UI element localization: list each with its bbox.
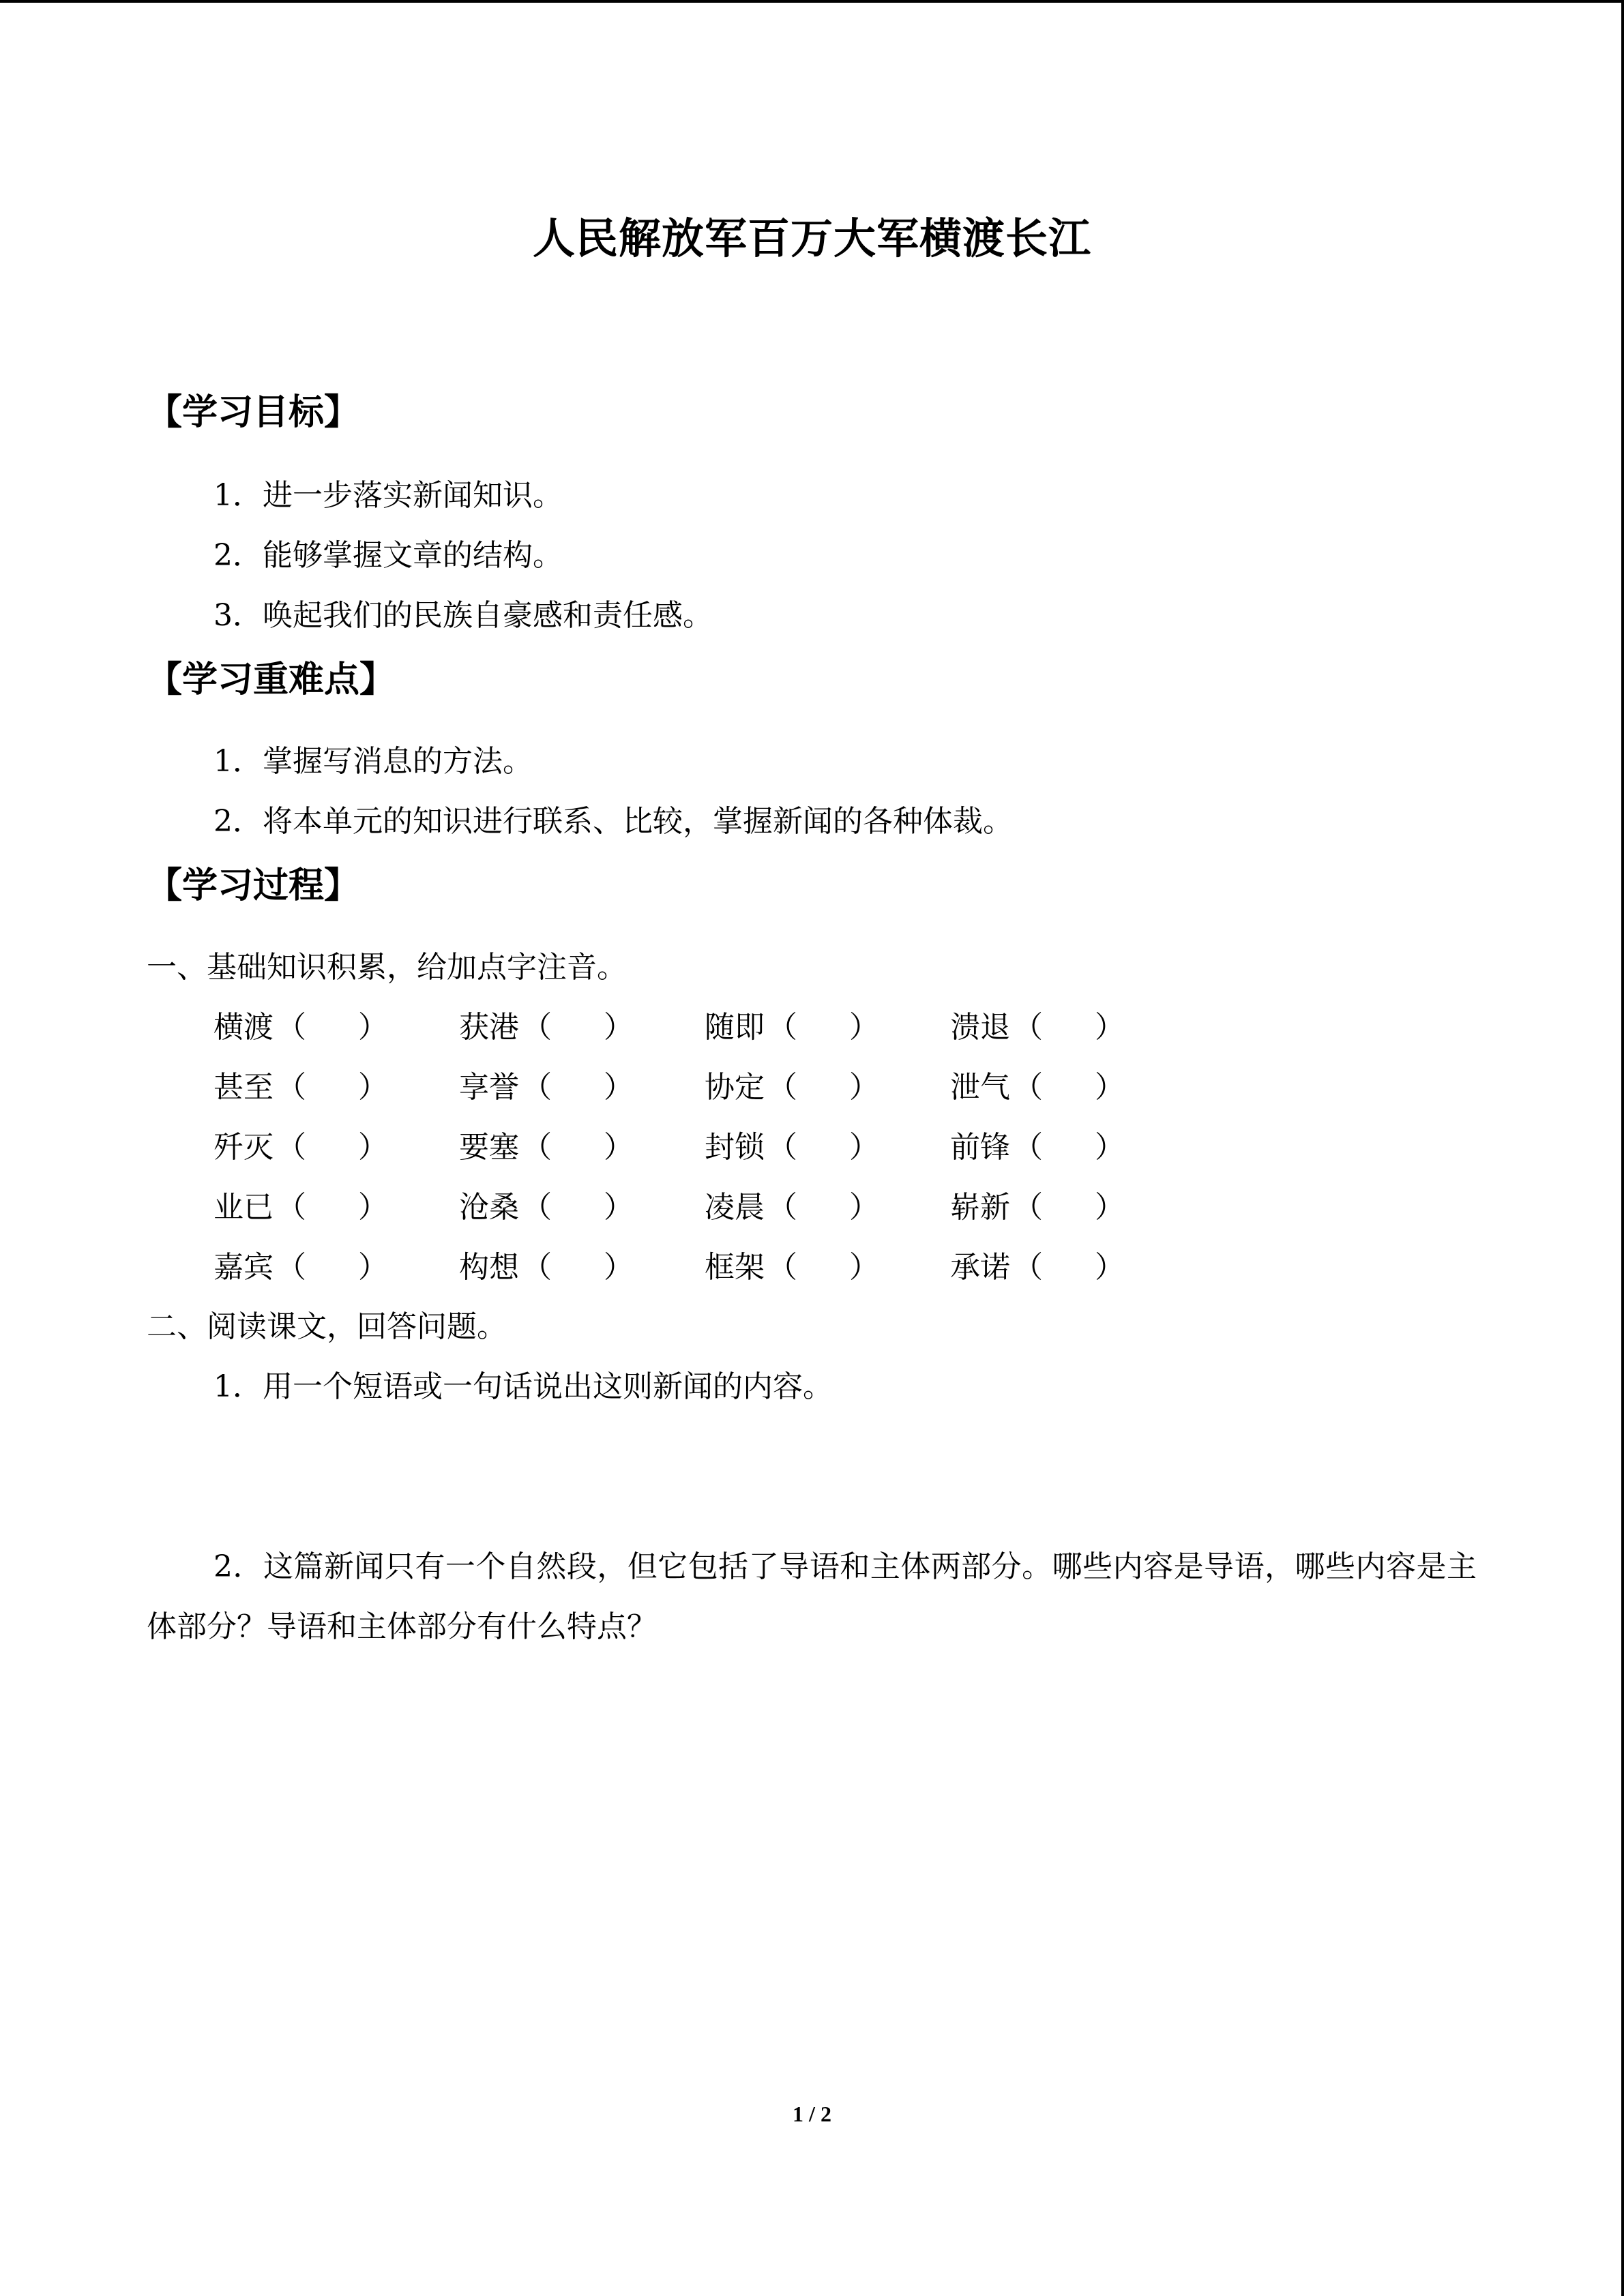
answer-paren-open: （ [1013,1010,1043,1045]
pinyin-row [213,1007,1237,1049]
heading-process: 【学习过程】 [147,865,360,906]
answer-paren-close: ） [1095,1070,1125,1105]
pinyin-word: 前锋 [950,1130,1010,1165]
pinyin-row [213,1067,1237,1109]
answer-paren-open: （ [767,1190,797,1225]
answer-paren-close: ） [849,1130,879,1165]
pinyin-word: 随即 [705,1010,765,1045]
pinyin-item [213,1247,388,1289]
answer-paren-close: ） [849,1070,879,1105]
question-2: 2．这篇新闻只有一个自然段，但它包括了导语和主体两部分。哪些内容是导语，哪些内容是主体部分？导语和主体部分有什么特点？ [147,1549,1477,1644]
answer-paren-open: （ [767,1250,797,1285]
answer-paren-open: （ [767,1010,797,1045]
answer-paren-open: （ [522,1070,552,1105]
answer-paren-close: ） [1095,1010,1125,1045]
key-point-item-1: 1．掌握写消息的方法。 [213,744,533,779]
answer-paren-open: （ [522,1010,552,1045]
pinyin-row [213,1247,1237,1289]
heading-key-points: 【学习重难点】 [147,659,396,700]
pinyin-word: 构想 [459,1250,519,1285]
page-number: 1 / 2 [793,2102,831,2126]
answer-paren-open: （ [276,1010,306,1045]
pinyin-row [213,1127,1237,1169]
objective-item-2: 2．能够掌握文章的结构。 [213,538,563,573]
answer-paren-close: ） [849,1010,879,1045]
pinyin-word: 要塞 [459,1130,519,1165]
pinyin-item [705,1247,879,1289]
answer-paren-open: （ [276,1130,306,1165]
answer-paren-open: （ [1013,1250,1043,1285]
pinyin-word: 甚至 [213,1070,274,1105]
pinyin-item [459,1187,634,1229]
pinyin-word: 溃退 [950,1010,1010,1045]
answer-paren-close: ） [358,1130,388,1165]
pinyin-item [950,1067,1125,1109]
pinyin-item [459,1067,634,1109]
pinyin-item [705,1067,879,1109]
pinyin-item [213,1127,388,1169]
answer-paren-close: ） [1095,1250,1125,1285]
pinyin-word: 嘉宾 [213,1250,274,1285]
answer-paren-close: ） [604,1250,634,1285]
pinyin-word: 封锁 [705,1130,765,1165]
answer-paren-close: ） [1095,1190,1125,1225]
answer-paren-close: ） [604,1070,634,1105]
answer-paren-close: ） [849,1250,879,1285]
objective-item-1: 1．进一步落实新闻知识。 [213,478,563,513]
page-top-border [0,0,1624,3]
pinyin-word: 歼灭 [213,1130,274,1165]
pinyin-item [950,1187,1125,1229]
answer-paren-open: （ [1013,1070,1043,1105]
pinyin-word: 凌晨 [705,1190,765,1225]
pinyin-item [213,1007,388,1049]
answer-paren-open: （ [522,1250,552,1285]
answer-paren-open: （ [767,1130,797,1165]
answer-paren-close: ） [358,1250,388,1285]
heading-objectives: 【学习目标】 [147,392,360,433]
question-1: 1．用一个短语或一句话说出这则新闻的内容。 [213,1369,833,1404]
answer-paren-close: ） [358,1190,388,1225]
pinyin-item [459,1127,634,1169]
page-right-border [1621,0,1624,2296]
pinyin-word: 协定 [705,1070,765,1105]
pinyin-word: 横渡 [213,1010,274,1045]
answer-paren-open: （ [522,1130,552,1165]
pinyin-item [213,1187,388,1229]
answer-paren-close: ） [604,1130,634,1165]
answer-paren-open: （ [276,1250,306,1285]
pinyin-item [705,1007,879,1049]
pinyin-word: 获港 [459,1010,519,1045]
part1-instruction: 一、基础知识积累，给加点字注音。 [147,950,627,985]
answer-paren-close: ） [358,1010,388,1045]
pinyin-word: 沧桑 [459,1190,519,1225]
objective-item-3: 3．唤起我们的民族自豪感和责任感。 [213,598,713,633]
pinyin-word: 业已 [213,1190,274,1225]
pinyin-item [459,1247,634,1289]
answer-paren-open: （ [522,1190,552,1225]
pinyin-item [950,1007,1125,1049]
pinyin-row [213,1187,1237,1229]
answer-paren-close: ） [1095,1130,1125,1165]
answer-paren-open: （ [767,1070,797,1105]
pinyin-item [950,1127,1125,1169]
page-title: 人民解放军百万大军横渡长江 [532,213,1091,263]
pinyin-item [459,1007,634,1049]
answer-paren-open: （ [1013,1190,1043,1225]
pinyin-word: 泄气 [950,1070,1010,1105]
pinyin-word: 崭新 [950,1190,1010,1225]
answer-paren-open: （ [1013,1130,1043,1165]
pinyin-item [705,1127,879,1169]
answer-paren-open: （ [276,1190,306,1225]
answer-paren-open: （ [276,1070,306,1105]
pinyin-item [705,1187,879,1229]
pinyin-item [213,1067,388,1109]
key-point-item-2: 2．将本单元的知识进行联系、比较，掌握新闻的各种体裁。 [213,804,1013,839]
answer-paren-close: ） [604,1190,634,1225]
pinyin-word: 承诺 [950,1250,1010,1285]
pinyin-word: 享誉 [459,1070,519,1105]
pinyin-item [950,1247,1125,1289]
part2-instruction: 二、阅读课文，回答问题。 [147,1309,507,1344]
pinyin-word: 框架 [705,1250,765,1285]
answer-paren-close: ） [849,1190,879,1225]
answer-paren-close: ） [604,1010,634,1045]
answer-paren-close: ） [358,1070,388,1105]
